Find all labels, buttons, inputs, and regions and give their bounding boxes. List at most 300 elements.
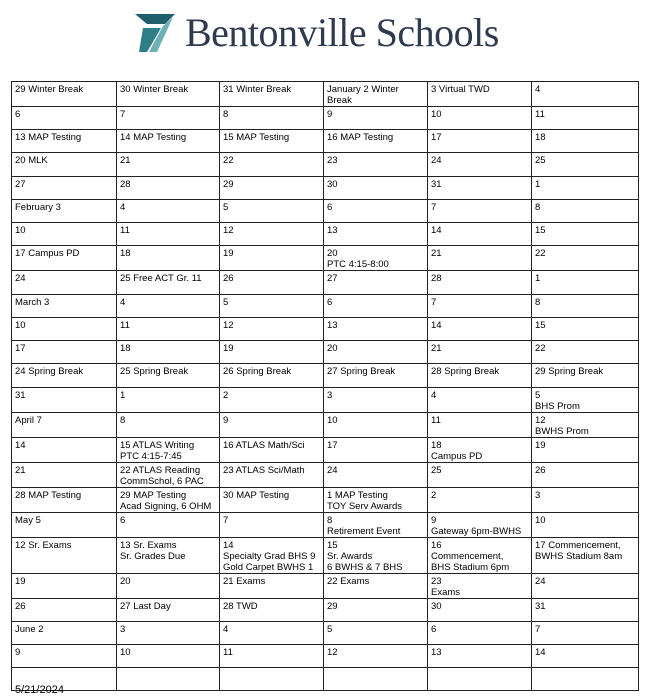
calendar-day-text: January 2 Winter xyxy=(327,84,399,95)
calendar-day-cell xyxy=(428,645,532,668)
calendar-week-row xyxy=(12,413,639,438)
calendar-day-text: 31 xyxy=(431,179,442,190)
calendar-day-text: 11 xyxy=(535,109,545,120)
calendar-day-cell xyxy=(532,513,639,538)
calendar-day-cell xyxy=(532,622,639,645)
calendar-week-row xyxy=(12,246,639,271)
calendar-day-cell xyxy=(324,463,428,488)
calendar-day-text: 10 xyxy=(120,647,131,658)
calendar-day-text: 7 xyxy=(120,109,126,120)
calendar-day-cell xyxy=(220,574,324,599)
calendar-day-cell xyxy=(12,295,117,318)
calendar-day-cell xyxy=(12,574,117,599)
calendar-day-text: 14 MAP Testing xyxy=(120,132,187,143)
calendar-day-cell xyxy=(12,364,117,388)
calendar-day-cell xyxy=(324,177,428,200)
calendar-week-row xyxy=(12,153,639,177)
swoosh-icon xyxy=(133,12,177,54)
calendar-day-text: Gold Carpet BWHS 1 xyxy=(223,562,314,573)
calendar-week-row xyxy=(12,668,639,691)
calendar-day-cell xyxy=(117,463,220,488)
calendar-day-cell xyxy=(428,668,532,691)
calendar-day-cell xyxy=(428,318,532,341)
calendar-day-cell xyxy=(117,599,220,622)
calendar-day-cell xyxy=(220,668,324,691)
calendar-day-cell xyxy=(117,223,220,246)
calendar-week-row xyxy=(12,645,639,668)
calendar-day-text: 19 xyxy=(15,576,26,587)
calendar-day-cell xyxy=(12,488,117,513)
calendar-day-text: Retirement Event xyxy=(327,526,401,537)
calendar-day-cell xyxy=(117,388,220,413)
calendar-day-text: 10 xyxy=(15,225,26,236)
calendar-day-text: 2 xyxy=(431,490,437,501)
calendar-day-cell xyxy=(428,438,532,463)
calendar-day-cell xyxy=(324,200,428,223)
calendar-day-cell xyxy=(117,574,220,599)
calendar-day-text: 26 xyxy=(535,465,546,476)
calendar-day-text: 16 ATLAS Math/Sci xyxy=(223,440,305,451)
calendar-day-text: Sr. Grades Due xyxy=(120,551,186,562)
calendar-day-text: 14 xyxy=(431,225,442,236)
calendar-day-text: March 3 xyxy=(15,297,50,308)
calendar-day-text: 27 xyxy=(327,273,338,284)
calendar-day-cell xyxy=(12,622,117,645)
calendar-day-text: 29 xyxy=(223,179,234,190)
calendar-day-cell xyxy=(532,438,639,463)
calendar-day-cell xyxy=(324,538,428,574)
calendar-day-cell xyxy=(220,645,324,668)
calendar-day-text: 26 xyxy=(223,273,234,284)
calendar-day-text: 5 xyxy=(327,624,333,635)
calendar-day-text: 27 Last Day xyxy=(120,601,171,612)
calendar-day-cell xyxy=(532,200,639,223)
calendar-day-cell xyxy=(117,488,220,513)
calendar-day-cell xyxy=(324,82,428,107)
calendar-day-cell xyxy=(220,513,324,538)
calendar-week-row xyxy=(12,341,639,364)
calendar-day-text: 12 xyxy=(535,415,546,426)
calendar-day-text: 12 xyxy=(223,225,234,236)
calendar-day-cell xyxy=(117,538,220,574)
calendar-day-text: 15 xyxy=(327,540,338,551)
calendar-day-text: 4 xyxy=(120,297,126,308)
calendar-day-cell xyxy=(220,153,324,177)
calendar-day-text: BWHS Prom xyxy=(535,426,589,437)
calendar-day-cell xyxy=(324,107,428,130)
calendar-day-text: BHS Stadium 6pm xyxy=(431,562,510,573)
calendar-day-cell xyxy=(117,153,220,177)
calendar-day-text: 10 xyxy=(327,415,338,426)
calendar-day-text: 17 xyxy=(15,343,26,354)
calendar-day-cell xyxy=(532,413,639,438)
calendar-day-cell xyxy=(428,413,532,438)
calendar-day-cell xyxy=(324,246,428,271)
calendar-day-text: 2 xyxy=(223,390,229,401)
calendar-day-text: 6 BWHS & 7 BHS xyxy=(327,562,403,573)
calendar-day-text: 21 Exams xyxy=(223,576,266,587)
calendar-day-text: 4 xyxy=(223,624,229,635)
calendar-day-text: Break xyxy=(327,95,352,106)
calendar-day-text: 1 MAP Testing xyxy=(327,490,388,501)
calendar-day-text: 16 MAP Testing xyxy=(327,132,394,143)
calendar-day-cell xyxy=(12,438,117,463)
calendar-day-text: Sr. Awards xyxy=(327,551,373,562)
calendar-day-text: 9 xyxy=(431,515,437,526)
calendar-day-cell xyxy=(532,388,639,413)
calendar-day-cell xyxy=(324,388,428,413)
calendar-day-text: 24 xyxy=(431,155,442,166)
calendar-day-cell xyxy=(12,463,117,488)
calendar-day-cell xyxy=(220,599,324,622)
calendar-day-text: 3 xyxy=(327,390,333,401)
calendar-day-cell xyxy=(532,645,639,668)
calendar-day-cell xyxy=(12,599,117,622)
calendar-day-cell xyxy=(12,82,117,107)
brand-logo xyxy=(133,10,499,56)
calendar-day-cell xyxy=(220,130,324,153)
calendar-day-cell xyxy=(428,463,532,488)
calendar-day-cell xyxy=(532,488,639,513)
calendar-day-text: 13 Sr. Exams xyxy=(120,540,177,551)
calendar-day-text: 27 Spring Break xyxy=(327,366,396,377)
calendar-day-cell xyxy=(428,622,532,645)
calendar-day-text: BHS Prom xyxy=(535,401,580,412)
calendar-day-cell xyxy=(428,599,532,622)
calendar-day-cell xyxy=(428,513,532,538)
calendar-day-text: 28 xyxy=(431,273,442,284)
calendar-week-row xyxy=(12,223,639,246)
calendar-day-text: 20 xyxy=(120,576,131,587)
calendar-day-text: February 3 xyxy=(15,202,61,213)
calendar-day-cell xyxy=(532,538,639,574)
calendar-day-cell xyxy=(532,574,639,599)
calendar-day-cell xyxy=(117,177,220,200)
calendar-day-cell xyxy=(428,107,532,130)
calendar-day-text: TOY Serv Awards xyxy=(327,501,402,512)
calendar-day-cell xyxy=(532,271,639,295)
calendar-day-cell xyxy=(12,318,117,341)
calendar-day-text: 25 xyxy=(431,465,442,476)
calendar-day-cell xyxy=(117,438,220,463)
calendar-day-cell xyxy=(220,341,324,364)
calendar-day-cell xyxy=(117,82,220,107)
calendar-day-cell xyxy=(117,318,220,341)
calendar-day-cell xyxy=(220,438,324,463)
calendar-day-text: 14 xyxy=(431,320,442,331)
calendar-day-text: 17 Commencement, xyxy=(535,540,621,551)
calendar-day-cell xyxy=(220,271,324,295)
calendar-day-text: CommSchol, 6 PAC xyxy=(120,476,204,487)
calendar-day-text: 21 xyxy=(431,343,442,354)
calendar-day-cell xyxy=(12,388,117,413)
calendar-day-text: 21 xyxy=(120,155,131,166)
calendar-day-cell xyxy=(220,246,324,271)
calendar-day-cell xyxy=(428,82,532,107)
calendar-day-text: 16 xyxy=(431,540,442,551)
calendar-day-cell xyxy=(324,271,428,295)
calendar-day-text: 18 xyxy=(120,248,131,259)
calendar-week-row xyxy=(12,200,639,223)
calendar-day-text: 29 Winter Break xyxy=(15,84,84,95)
calendar-day-text: 15 MAP Testing xyxy=(223,132,290,143)
calendar-day-cell xyxy=(12,513,117,538)
calendar-day-cell xyxy=(117,130,220,153)
calendar-day-cell xyxy=(12,341,117,364)
brand-name: Bentonville Schools xyxy=(185,10,499,55)
calendar-day-text: 31 xyxy=(535,601,546,612)
calendar-day-text: 6 xyxy=(327,202,333,213)
calendar-day-cell xyxy=(12,246,117,271)
calendar-day-cell xyxy=(220,107,324,130)
calendar-day-text: 28 TWD xyxy=(223,601,258,612)
calendar-week-row xyxy=(12,364,639,388)
calendar-week-row xyxy=(12,388,639,413)
calendar-day-text: 30 xyxy=(431,601,442,612)
calendar-day-cell xyxy=(220,200,324,223)
calendar-day-cell xyxy=(117,668,220,691)
calendar-day-text: 25 Spring Break xyxy=(120,366,189,377)
calendar-day-text: 22 xyxy=(223,155,234,166)
calendar-day-cell xyxy=(117,107,220,130)
calendar-day-cell xyxy=(324,318,428,341)
calendar-day-text: 8 xyxy=(327,515,333,526)
calendar-day-cell xyxy=(220,538,324,574)
calendar-day-cell xyxy=(428,488,532,513)
calendar-day-cell xyxy=(117,200,220,223)
calendar-week-row xyxy=(12,599,639,622)
calendar-week-row xyxy=(12,107,639,130)
calendar-day-cell xyxy=(12,271,117,295)
calendar-day-cell xyxy=(532,364,639,388)
calendar-day-cell xyxy=(117,295,220,318)
calendar-day-text: 11 xyxy=(120,225,130,236)
calendar-day-cell xyxy=(532,295,639,318)
calendar-day-text: 9 xyxy=(327,109,333,120)
calendar-day-cell xyxy=(117,413,220,438)
calendar-day-cell xyxy=(532,318,639,341)
calendar-day-text: 4 xyxy=(535,84,541,95)
calendar-day-text: 15 xyxy=(535,225,546,236)
calendar-day-cell xyxy=(220,223,324,246)
calendar-day-text: 11 xyxy=(431,415,441,426)
calendar-day-text: 22 Exams xyxy=(327,576,370,587)
calendar-day-text: 17 xyxy=(327,440,338,451)
calendar-day-text: 19 xyxy=(223,248,234,259)
calendar-day-cell xyxy=(532,223,639,246)
calendar-day-text: 7 xyxy=(535,624,541,635)
calendar-day-cell xyxy=(12,200,117,223)
calendar-day-cell xyxy=(428,200,532,223)
calendar-day-text: 17 xyxy=(431,132,442,143)
calendar-day-cell xyxy=(428,388,532,413)
calendar-day-text: 31 xyxy=(15,390,26,401)
calendar-day-text: 13 xyxy=(327,225,338,236)
calendar-day-cell xyxy=(220,82,324,107)
calendar-day-cell xyxy=(324,574,428,599)
calendar-day-text: 23 xyxy=(431,576,442,587)
calendar-day-text: 11 xyxy=(223,647,233,658)
calendar-day-text: 9 xyxy=(223,415,229,426)
calendar-week-row xyxy=(12,82,639,107)
calendar-day-cell xyxy=(324,645,428,668)
calendar-day-text: 7 xyxy=(431,297,437,308)
calendar-table xyxy=(11,81,639,691)
calendar-day-cell xyxy=(532,246,639,271)
calendar-day-text: 6 xyxy=(431,624,437,635)
calendar-day-text: 8 xyxy=(535,202,541,213)
calendar-day-text: 5 xyxy=(223,297,229,308)
calendar-day-cell xyxy=(324,513,428,538)
calendar-day-cell xyxy=(220,364,324,388)
calendar-day-text: June 2 xyxy=(15,624,44,635)
calendar-day-text: 10 xyxy=(431,109,442,120)
calendar-day-cell xyxy=(220,388,324,413)
calendar-week-row xyxy=(12,488,639,513)
calendar-day-text: 19 xyxy=(223,343,234,354)
calendar-day-text: 4 xyxy=(431,390,437,401)
calendar-day-text: 27 xyxy=(15,179,26,190)
calendar-day-cell xyxy=(12,107,117,130)
calendar-day-text: 31 Winter Break xyxy=(223,84,292,95)
calendar-day-text: Commencement, xyxy=(431,551,504,562)
calendar-day-text: 6 xyxy=(327,297,333,308)
calendar-week-row xyxy=(12,295,639,318)
calendar-day-text: 30 xyxy=(327,179,338,190)
calendar-day-cell xyxy=(220,177,324,200)
calendar-day-text: 12 xyxy=(223,320,234,331)
calendar-day-text: 25 xyxy=(535,155,546,166)
calendar-day-text: 30 MAP Testing xyxy=(223,490,290,501)
calendar-day-text: 17 Campus PD xyxy=(15,248,80,259)
calendar-day-text: 14 xyxy=(223,540,234,551)
calendar-day-text: 14 xyxy=(535,647,546,658)
calendar-day-text: 20 MLK xyxy=(15,155,48,166)
calendar-day-cell xyxy=(428,364,532,388)
calendar-day-text: 22 ATLAS Reading xyxy=(120,465,201,476)
calendar-day-text: Acad Signing, 6 OHM xyxy=(120,501,212,512)
calendar-day-cell xyxy=(220,413,324,438)
calendar-week-row xyxy=(12,177,639,200)
calendar-day-cell xyxy=(532,177,639,200)
calendar-day-cell xyxy=(12,130,117,153)
calendar-day-text: 23 ATLAS Sci/Math xyxy=(223,465,305,476)
calendar-day-text: 20 xyxy=(327,248,338,259)
calendar-day-cell xyxy=(12,645,117,668)
calendar-day-text: 6 xyxy=(120,515,126,526)
calendar-day-text: 24 xyxy=(535,576,546,587)
calendar-day-cell xyxy=(324,295,428,318)
calendar-week-row xyxy=(12,622,639,645)
calendar-week-row xyxy=(12,318,639,341)
calendar-day-cell xyxy=(324,668,428,691)
calendar-day-cell xyxy=(324,364,428,388)
calendar-day-text: 26 Spring Break xyxy=(223,366,292,377)
calendar-day-text: 28 xyxy=(120,179,131,190)
calendar-day-text: 13 MAP Testing xyxy=(15,132,82,143)
calendar-day-cell xyxy=(117,364,220,388)
calendar-day-text: Campus PD xyxy=(431,451,483,462)
calendar-day-text: 8 xyxy=(120,415,126,426)
calendar-day-text: 22 xyxy=(535,343,546,354)
calendar-week-row xyxy=(12,463,639,488)
calendar-day-text: 20 xyxy=(327,343,338,354)
calendar-day-text: 21 xyxy=(431,248,442,259)
calendar-day-cell xyxy=(324,341,428,364)
calendar-day-cell xyxy=(220,295,324,318)
calendar-day-text: 14 xyxy=(15,440,26,451)
calendar-day-cell xyxy=(532,341,639,364)
calendar-day-text: 12 xyxy=(327,647,338,658)
calendar-day-text: Exams xyxy=(431,587,461,598)
calendar-day-cell xyxy=(324,413,428,438)
calendar-day-text: 18 xyxy=(535,132,546,143)
calendar-day-cell xyxy=(428,223,532,246)
calendar-day-cell xyxy=(428,295,532,318)
calendar-day-cell xyxy=(324,130,428,153)
calendar-day-cell xyxy=(532,82,639,107)
calendar-day-text: Specialty Grad BHS 9 xyxy=(223,551,316,562)
calendar-day-text: 7 xyxy=(431,202,437,213)
calendar-day-cell xyxy=(532,463,639,488)
calendar-day-text: 5 xyxy=(535,390,541,401)
calendar-week-row xyxy=(12,574,639,599)
calendar-day-text: 1 xyxy=(535,179,541,190)
calendar-day-text: 30 Winter Break xyxy=(120,84,189,95)
calendar-day-cell xyxy=(117,271,220,295)
calendar-day-text: 24 xyxy=(327,465,338,476)
calendar-day-cell xyxy=(117,246,220,271)
calendar-day-text: 29 MAP Testing xyxy=(120,490,187,501)
calendar-day-text: 24 Spring Break xyxy=(15,366,84,377)
calendar-day-text: 28 MAP Testing xyxy=(15,490,82,501)
calendar-day-text: 3 xyxy=(535,490,541,501)
calendar-day-text: 10 xyxy=(15,320,26,331)
calendar-day-text: 1 xyxy=(120,390,126,401)
calendar-day-cell xyxy=(532,107,639,130)
calendar-day-text: 15 xyxy=(535,320,546,331)
calendar-day-text: BWHS Stadium 8am xyxy=(535,551,623,562)
calendar-day-text: PTC 4:15-7:45 xyxy=(120,451,182,462)
calendar-day-cell xyxy=(12,177,117,200)
calendar-day-cell xyxy=(428,271,532,295)
calendar-week-row xyxy=(12,538,639,574)
calendar-day-cell xyxy=(428,246,532,271)
calendar-day-text: 28 Spring Break xyxy=(431,366,500,377)
calendar-day-text: 3 Virtual TWD xyxy=(431,84,490,95)
calendar-day-cell xyxy=(428,177,532,200)
calendar-day-text: 25 Free ACT Gr. 11 xyxy=(120,273,202,284)
calendar-day-text: 19 xyxy=(535,440,546,451)
calendar-day-cell xyxy=(532,130,639,153)
calendar-day-text: 13 xyxy=(431,647,442,658)
calendar-day-cell xyxy=(12,223,117,246)
calendar-week-row xyxy=(12,271,639,295)
calendar-day-cell xyxy=(428,153,532,177)
calendar-day-cell xyxy=(324,438,428,463)
calendar-day-text: 29 Spring Break xyxy=(535,366,604,377)
calendar-day-cell xyxy=(324,153,428,177)
calendar-day-cell xyxy=(428,341,532,364)
calendar-day-text: 5 xyxy=(223,202,229,213)
calendar-day-text: PTC 4:15-8:00 xyxy=(327,259,389,270)
calendar-day-text: 18 xyxy=(120,343,131,354)
calendar-day-text: 18 xyxy=(431,440,442,451)
calendar-day-cell xyxy=(428,574,532,599)
calendar-day-text: May 5 xyxy=(15,515,41,526)
calendar-day-text: 8 xyxy=(223,109,229,120)
calendar-day-cell xyxy=(117,645,220,668)
